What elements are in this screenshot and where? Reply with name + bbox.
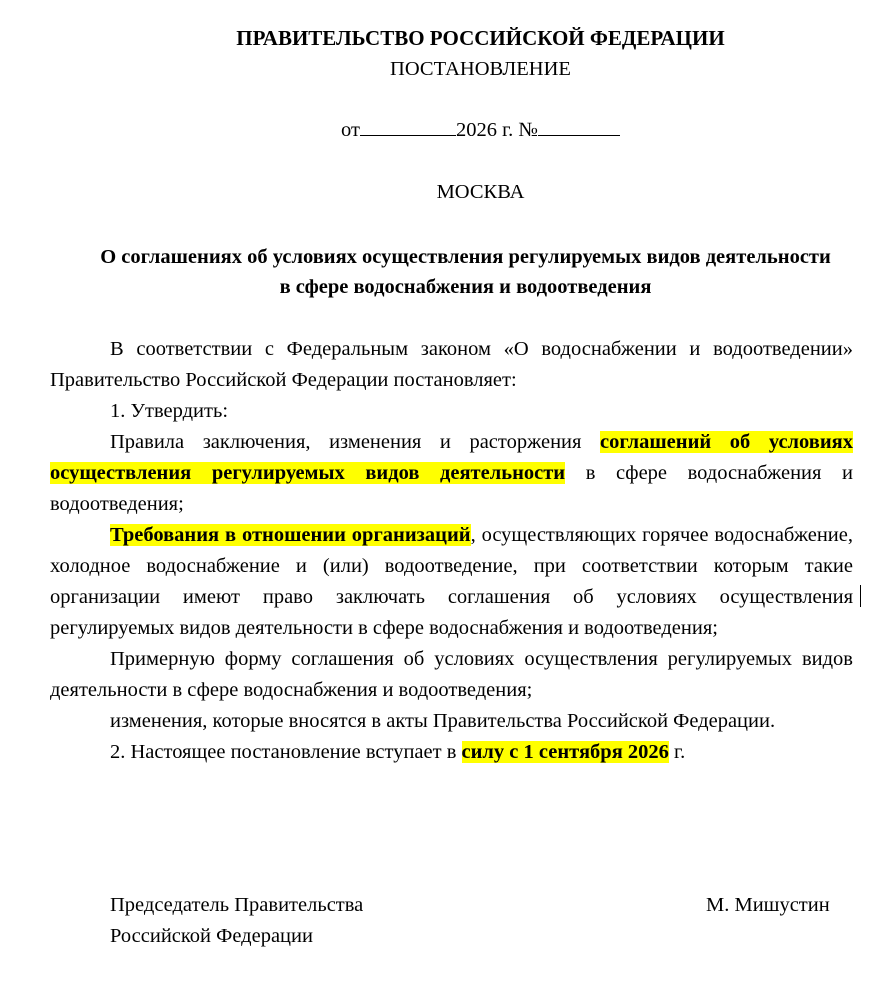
date-year: 2026 г. № [455,119,538,141]
rules-paragraph [50,427,853,520]
text-cursor [860,585,861,607]
number-blank [538,119,620,136]
rules-text-a: Правила заключения, изменения и расторжения [110,431,600,453]
form-paragraph: Примерную форму соглашения об условиях осуществления регулируемых видов деятельности в сфере водоснабжения и водоотведения; [50,648,853,701]
document-type: ПОСТАНОВЛЕНИЕ [390,58,571,80]
item-1: 1. Утвердить: [110,400,229,422]
item2-text-a: 2. Настоящее постановление вступает в [110,741,462,763]
highlighted-text: силу с 1 сентября 2026 [461,741,669,763]
signature-position-line1: Председатель Правительства [110,894,364,916]
item-2 [50,737,853,768]
date-number-line [0,119,881,142]
signature-position-line2: Российской Федерации [110,925,313,947]
signature-position [110,890,363,952]
item2-text-b: г. [668,741,686,763]
document-body[interactable] [50,334,853,768]
highlighted-text: Требования в отношении организаций [110,524,471,546]
preamble-paragraph: В соответствии с Федеральным законом «О водоснабжении и водоотведении» Правительство Российской Федерации постановляет: [50,338,853,391]
document-title: О соглашениях об условиях осуществления регулируемых видов деятельности в сфере водоснабжения и водоотведения [100,246,831,298]
city: МОСКВА [436,181,525,203]
signature-name: М. Мишустин [706,894,830,916]
highlighted-text: соглашений об условиях осуществления регулируемых видов деятельности [50,431,854,484]
requirements-text: , осуществляющих горячее водоснабжение, холодное водоснабжение и (или) водоотведение, при соответствии которым такие организации имеют право заключать соглашения об условиях осуществления регулируемых видов деятельности в сфере водоснабжения и водоотведения; [50,524,853,639]
government-heading: ПРАВИТЕЛЬСТВО РОССИЙСКОЙ ФЕДЕРАЦИИ [236,26,725,50]
date-blank [360,119,456,136]
changes-paragraph: изменения, которые вносятся в акты Правительства Российской Федерации. [110,710,776,732]
rules-text-b: в сфере водоснабжения и водоотведения; [50,462,853,515]
date-prefix: от [341,119,360,141]
requirements-paragraph [50,520,853,644]
